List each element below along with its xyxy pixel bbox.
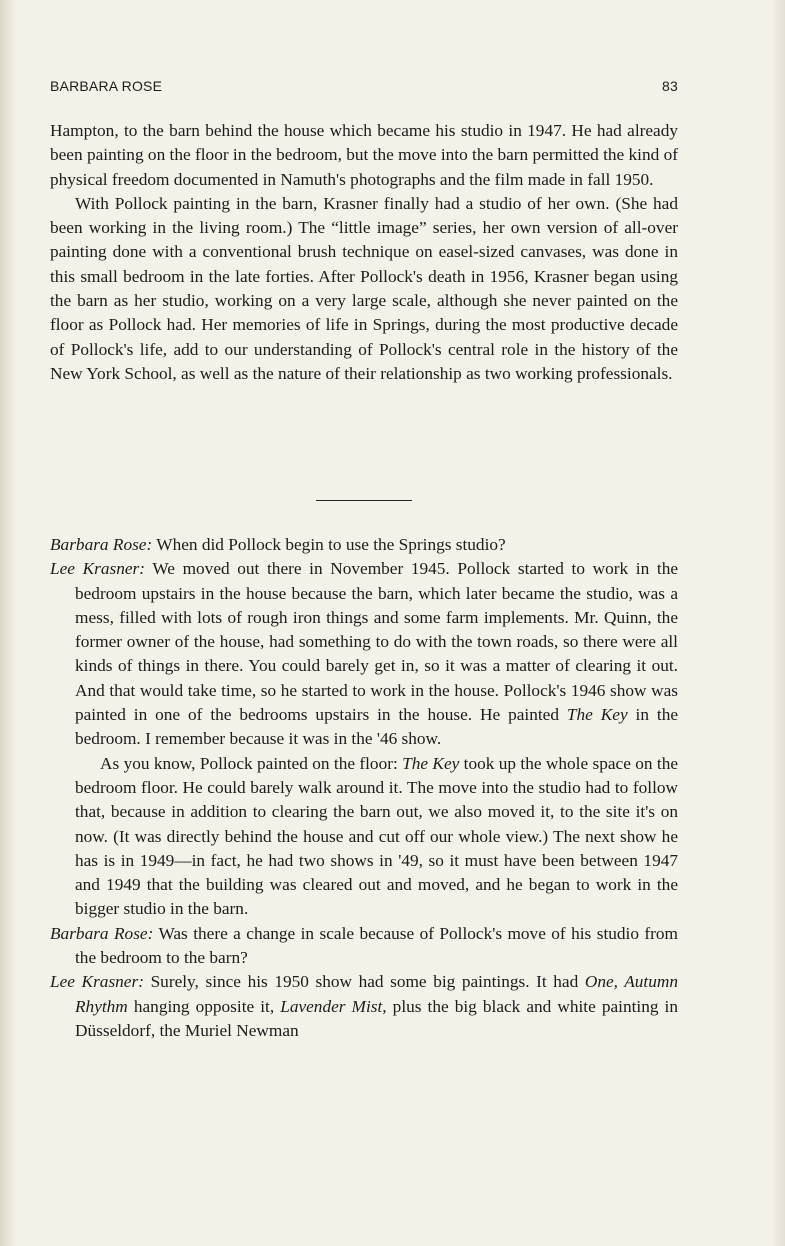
answer-text: plus the big black and white painting in Düsseldorf, the Muriel Newman xyxy=(75,996,678,1040)
answer-text: We moved out there in November 1945. Pollock started to work in the bedroom upstairs in the house because the barn, which later became the studio, was a mess, filled with lots of rough iron things and some farm implements. Mr. Quinn, the former owner of the house, had something to do with the town roads, so there were all kinds of things in there. You could barely get in, so it was a matter of clearing it out. And that would take time, so he started to work in the house. Pollock's 1946 show was painted in one of the bedrooms upstairs in the house. He painted xyxy=(75,559,678,725)
question-text: When did Pollock begin to use the Springs studio? xyxy=(152,535,506,554)
question-2 xyxy=(50,922,678,971)
running-head-author: BARBARA ROSE xyxy=(50,78,163,94)
section-divider xyxy=(316,500,412,501)
answer-text: Surely, since his 1950 show had some big paintings. It had xyxy=(143,972,585,992)
intro-section xyxy=(50,119,678,386)
speaker-label: Barbara Rose: xyxy=(50,535,153,554)
artwork-title: Lavender Mist, xyxy=(280,996,387,1016)
speaker-label: Lee Krasner: xyxy=(50,972,144,992)
book-spine-shadow xyxy=(0,0,16,1246)
page-number: 83 xyxy=(662,78,678,94)
answer-2 xyxy=(50,970,678,1043)
intro-paragraph-2: With Pollock painting in the barn, Krasner finally had a studio of her own. (She had been working in the living room.) The “little image” series, her own version of all-over painting done with a conventional brush technique on easel-sized canvases, was done in this small bedroom in the late forties. After Pollock's death in 1956, Krasner began using the barn as her studio, working on a very large scale, although she never painted on the floor as Pollock had. Her memories of life in Springs, during the most productive decade of Pollock's life, add to our understanding of Pollock's central role in the history of the New York School, as well as the nature of their relationship as two working professionals. xyxy=(50,193,678,383)
speaker-label: Lee Krasner: xyxy=(50,559,146,579)
answer-text: As you know, Pollock painted on the floor: xyxy=(100,753,403,773)
artwork-title: The Key xyxy=(402,753,460,773)
page-edge-shadow xyxy=(771,0,785,1246)
interview-section xyxy=(50,533,678,1043)
artwork-title: One, Autumn Rhythm xyxy=(75,972,678,1016)
answer-text: took up the whole space on the bedroom floor. He could barely walk around it. The move into the studio had to follow that, because in addition to clearing the barn out, we also moved it, to the site it's on now. (It was directly behind the house and cut off our whole view.) The next show he has is in 1949—in fact, he had two shows in '49, so it must have been between 1947 and 1949 that the building was cleared out and moved, and he began to work in the bigger studio in the barn. xyxy=(75,753,679,919)
question-text: Was there a change in scale because of Pollock's move of his studio from the bedroom to the barn? xyxy=(75,923,678,968)
speaker-label: Barbara Rose: xyxy=(50,923,154,943)
answer-1 xyxy=(50,557,678,751)
answer-text: hanging opposite it, xyxy=(127,996,281,1016)
artwork-title: The Key xyxy=(566,705,628,725)
intro-paragraph-1: Hampton, to the barn behind the house which became his studio in 1947. He had already been painting on the floor in the bedroom, but the move into the barn permitted the kind of physical freedom documented in Namuth's photographs and the film made in fall 1950. xyxy=(50,121,678,189)
question-1 xyxy=(50,533,678,557)
running-header xyxy=(50,78,678,94)
answer-text: in the bedroom. I remember because it was in the '46 show. xyxy=(75,705,679,749)
answer-1-continued xyxy=(50,752,678,922)
